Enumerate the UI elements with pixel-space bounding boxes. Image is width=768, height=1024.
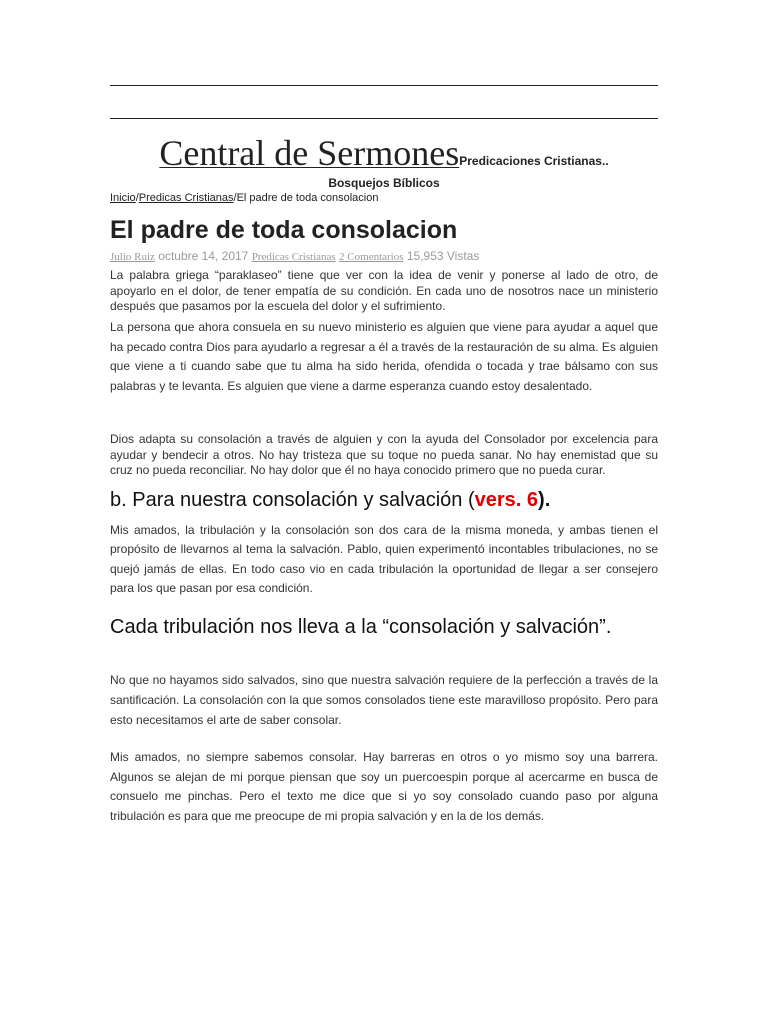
article-paragraph-4: Mis amados, la tribulación y la consolación son dos cara de la misma moneda, y ambas tienen el propósito de llevarnos al tema la salvación. Pablo, quien experimentó incontables tribulaciones, no se quejó jamás de ellas. En todo caso vio en cada tribulación la oportunidad de llegar a ser consejero para los que pasan por esa condición. (110, 523, 658, 595)
breadcrumb (110, 192, 378, 204)
site-header (110, 132, 658, 174)
article-title: El padre de toda consolacion (110, 216, 458, 244)
article-meta (110, 249, 479, 263)
header-divider (110, 118, 658, 119)
article-paragraph-6: Mis amados, no siempre sabemos consolar. Hay barreras en otros o yo mismo soy una barrera. Algunos se alejan de mi porque piensan que soy un puercoespin porque al acercarme en busca de consuelo me pinchas. Pero el texto me dice que si yo soy consolado cuando paso por alguna tribulación es para que me preocupe de mi propia salvación y en la de los demás. (110, 750, 658, 824)
breadcrumb-home-link[interactable]: Inicio (110, 192, 136, 204)
article-paragraph-3: Dios adapta su consolación a través de alguien y con la ayuda del Consolador por excelencia para ayudar y bendecir a otros. No hay tristeza que su toque no pueda sanar. No hay enemistad que su cruz no pueda reconciliar. No hay dolor que él no haya conocido primero que no pueda curar. (110, 432, 658, 477)
verse-reference: vers. 6 (474, 489, 539, 511)
section-heading-b-close: ). (538, 489, 551, 511)
top-divider (110, 85, 658, 86)
article-paragraph-5: No que no hayamos sido salvados, sino que nuestra salvación requiere de la perfección a través de la santificación. La consolación con la que somos consolados tiene este maravilloso propósito. Pero para esto necesitamos el arte de saber consolar. (110, 673, 658, 727)
article-paragraph-1: La palabra griega “paraklaseo” tiene que ver con la idea de venir y ponerse al lado de otro, de apoyarlo en el dolor, de tener empatía de su condición. En cada uno de nosotros nace un ministerio después que pasamos por la escuela del dolor y el sufrimiento. (110, 268, 658, 313)
site-subtitle: Bosquejos Bíblicos (328, 176, 440, 190)
breadcrumb-separator: / (233, 192, 237, 204)
section-heading-c: Cada tribulación nos lleva a la “consolación y salvación”. (110, 616, 612, 638)
breadcrumb-separator: / (135, 192, 139, 204)
site-tagline: Predicaciones Cristianas.. (459, 154, 609, 168)
author-link[interactable]: Julio Ruiz (110, 251, 155, 263)
section-heading-b-text: b. Para nuestra consolación y salvación ( (110, 489, 475, 511)
category-link[interactable]: Predicas Cristianas (251, 251, 336, 263)
site-title-link[interactable]: Central de Sermones (159, 133, 460, 173)
article-paragraph-2: La persona que ahora consuela en su nuevo ministerio es alguien que viene para ayudar a aquel que ha pecado contra Dios para ayudarlo a regresar a él a través de la restauración de su alma. Es alguien que viene a ti cuando sabe que tu alma ha sido herida, ofendida o tocada y trae bálsamo con sus palabras y te levanta. Es alguien que viene a darme esperanza cuando estoy desalentado. (110, 320, 658, 393)
comments-link[interactable]: 2 Comentarios (339, 251, 404, 263)
section-heading-b (110, 489, 550, 512)
view-count: 15,953 Vistas (406, 249, 480, 263)
breadcrumb-current: El padre de toda consolacion (236, 192, 379, 204)
breadcrumb-category-link[interactable]: Predicas Cristianas (138, 192, 234, 204)
post-date: octubre 14, 2017 (158, 249, 249, 263)
